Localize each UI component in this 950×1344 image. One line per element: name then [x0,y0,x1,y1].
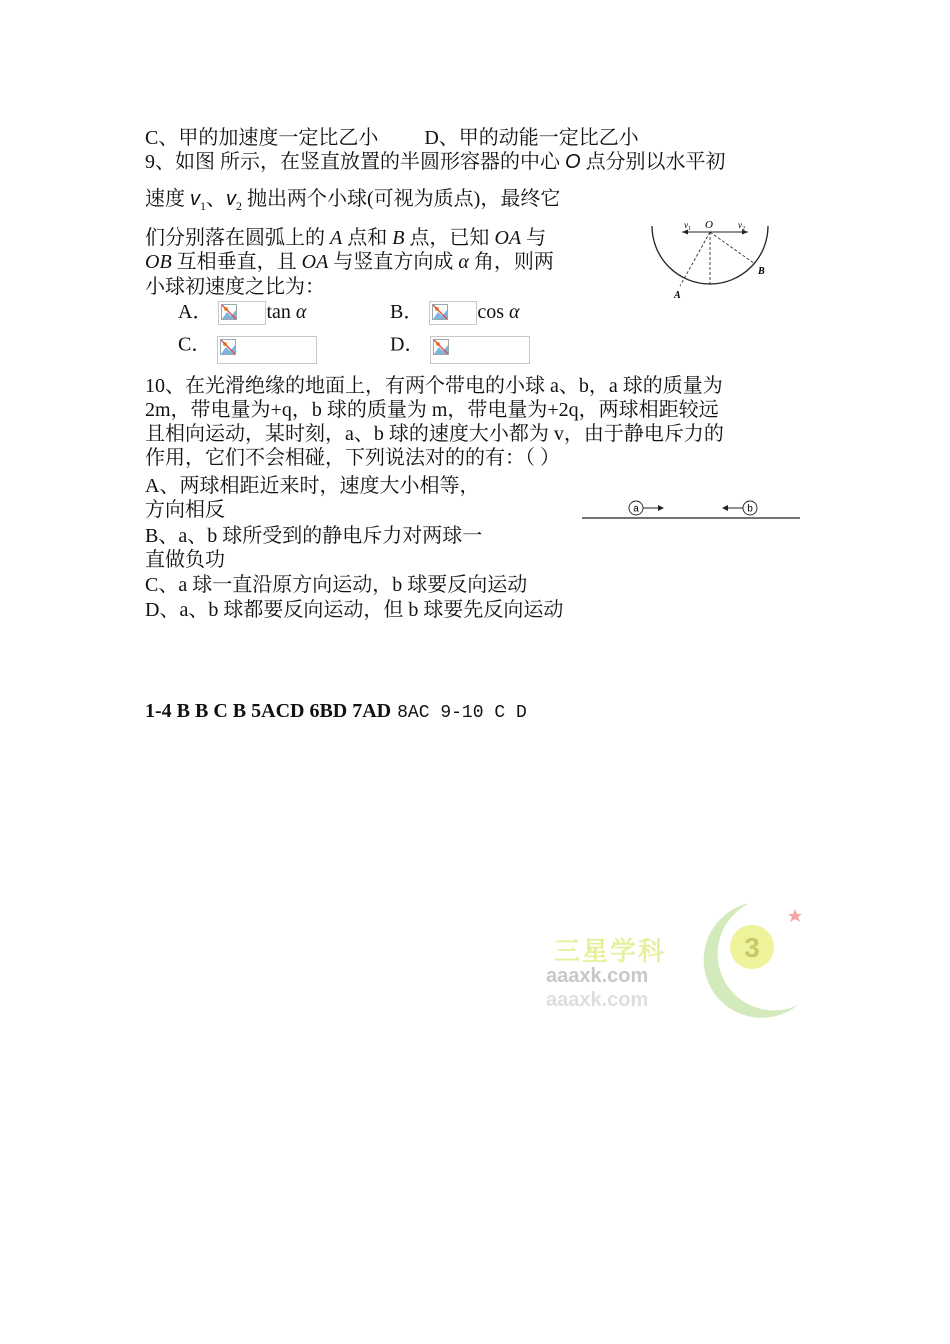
q9-line-2 [145,187,560,218]
q10-line-3: 且相向运动，某时刻，a、b 球的速度大小都为 v，由于静电斥力的 [145,423,724,445]
option-label: A． [178,301,213,323]
q9-text: 互相垂直，且 [171,251,302,273]
q9-text: 与 [521,227,547,249]
arrow-left-icon [722,505,728,511]
q9-alpha: α [509,301,520,323]
q8-option-d: D、甲的动能一定比乙小 [424,127,639,149]
dashed-ob [710,232,755,264]
q9-line-4 [145,250,554,274]
q10-line-1: 10、在光滑绝缘的地面上，有两个带电的小球 a、b，a 球的质量为 [145,375,723,397]
q9-text: 角，则两 [468,251,554,273]
q9-line-5: 小球初速度之比为： [145,276,325,298]
q9-alpha: α [458,251,469,273]
broken-image-icon [217,336,317,364]
broken-image-icon [218,301,266,325]
q9-line-3 [145,226,546,250]
q9-option-c [178,328,317,364]
q9-option-a-text: tan [266,301,296,323]
q9-semicircle-figure [640,216,780,308]
watermark-logo-icon [690,895,810,1025]
q9-text: 速度 [145,188,190,210]
option-label: B． [390,301,424,323]
q9-text: 们分别落在圆弧上的 [145,227,330,249]
q9-text: 点和 [342,227,393,249]
q9-alpha: α [295,301,307,323]
broken-image-icon [430,336,530,364]
watermark-url: aaaxk.com [546,965,649,987]
fig-o: O [705,219,713,231]
q9-sep: 、 [206,188,226,210]
q10-option-b-line1: B、a、b 球所受到的静电斥力对两球一 [145,525,483,547]
q10-option-d: D、a、b 球都要反向运动，但 b 球要先反向运动 [145,599,564,621]
q9-oa: OA [494,227,522,249]
q9-point-b: B [392,227,405,249]
q9-point-o: O [565,151,581,173]
q9-v1-sub: 1 [200,199,206,213]
q8-option-c: C、甲的加速度一定比乙小 [145,127,379,149]
answer-key-bold: 1-4 B B C B 5ACD 6BD 7AD [145,700,392,722]
broken-image-icon [429,301,477,325]
q10-line-4: 作用，它们不会相碰，下列说法对的的有：（ ） [145,447,560,469]
q9-option-b [390,300,520,325]
q9-option-d [390,328,530,364]
svg-text:3: 3 [744,932,760,963]
q8-options-line [145,126,639,150]
fig-b: B [758,266,765,277]
option-label: C． [178,333,212,356]
watermark-cn-text: 三星学科 [554,937,667,967]
q9-v2-sub: 2 [236,199,242,213]
ball-a-label: a [633,503,639,515]
answer-key [145,699,527,725]
q9-v1: v [190,188,200,210]
option-label: D． [390,333,425,356]
q9-text: 9、如图 所示，在竖直放置的半圆形容器的中心 [145,151,565,173]
q9-ob: OB [145,251,172,273]
fig-a: A [674,290,681,301]
q9-option-b-text: cos [477,301,510,323]
q9-text: 与竖直方向成 [328,251,459,273]
q9-text: 点，已知 [404,227,495,249]
dashed-oa [680,232,710,286]
q9-option-a [178,300,306,325]
q9-text: 抛出两个小球(可视为质点)，最终它 [242,188,561,210]
fig-v1: $v_1$ [684,220,691,232]
q10-line-2: 2m，带电量为+q，b 球的质量为 m，带电量为+2q，两球相距较远 [145,399,719,421]
fig-v2: $v_2$ [738,220,745,232]
q10-option-a-line1: A、两球相距近来时，速度大小相等， [145,475,480,497]
q10-balls-figure [580,496,804,524]
q9-v2: v [226,188,236,210]
watermark [540,895,810,1025]
q10-option-a-line2: 方向相反 [145,499,225,521]
q9-line-1 [145,150,726,174]
q9-point-a: A [330,227,343,249]
q9-oa: OA [301,251,329,273]
q10-option-b-line2: 直做负功 [145,549,225,571]
arrow-right-icon [658,505,664,511]
answer-key-mono: 8AC 9-10 C D [397,703,527,723]
ball-b-label: b [747,503,753,515]
q9-text: 点分别以水平初 [580,151,726,173]
watermark-url-reflection: aaaxk.com [546,989,649,1011]
q10-option-c: C、a 球一直沿原方向运动，b 球要反向运动 [145,574,528,596]
